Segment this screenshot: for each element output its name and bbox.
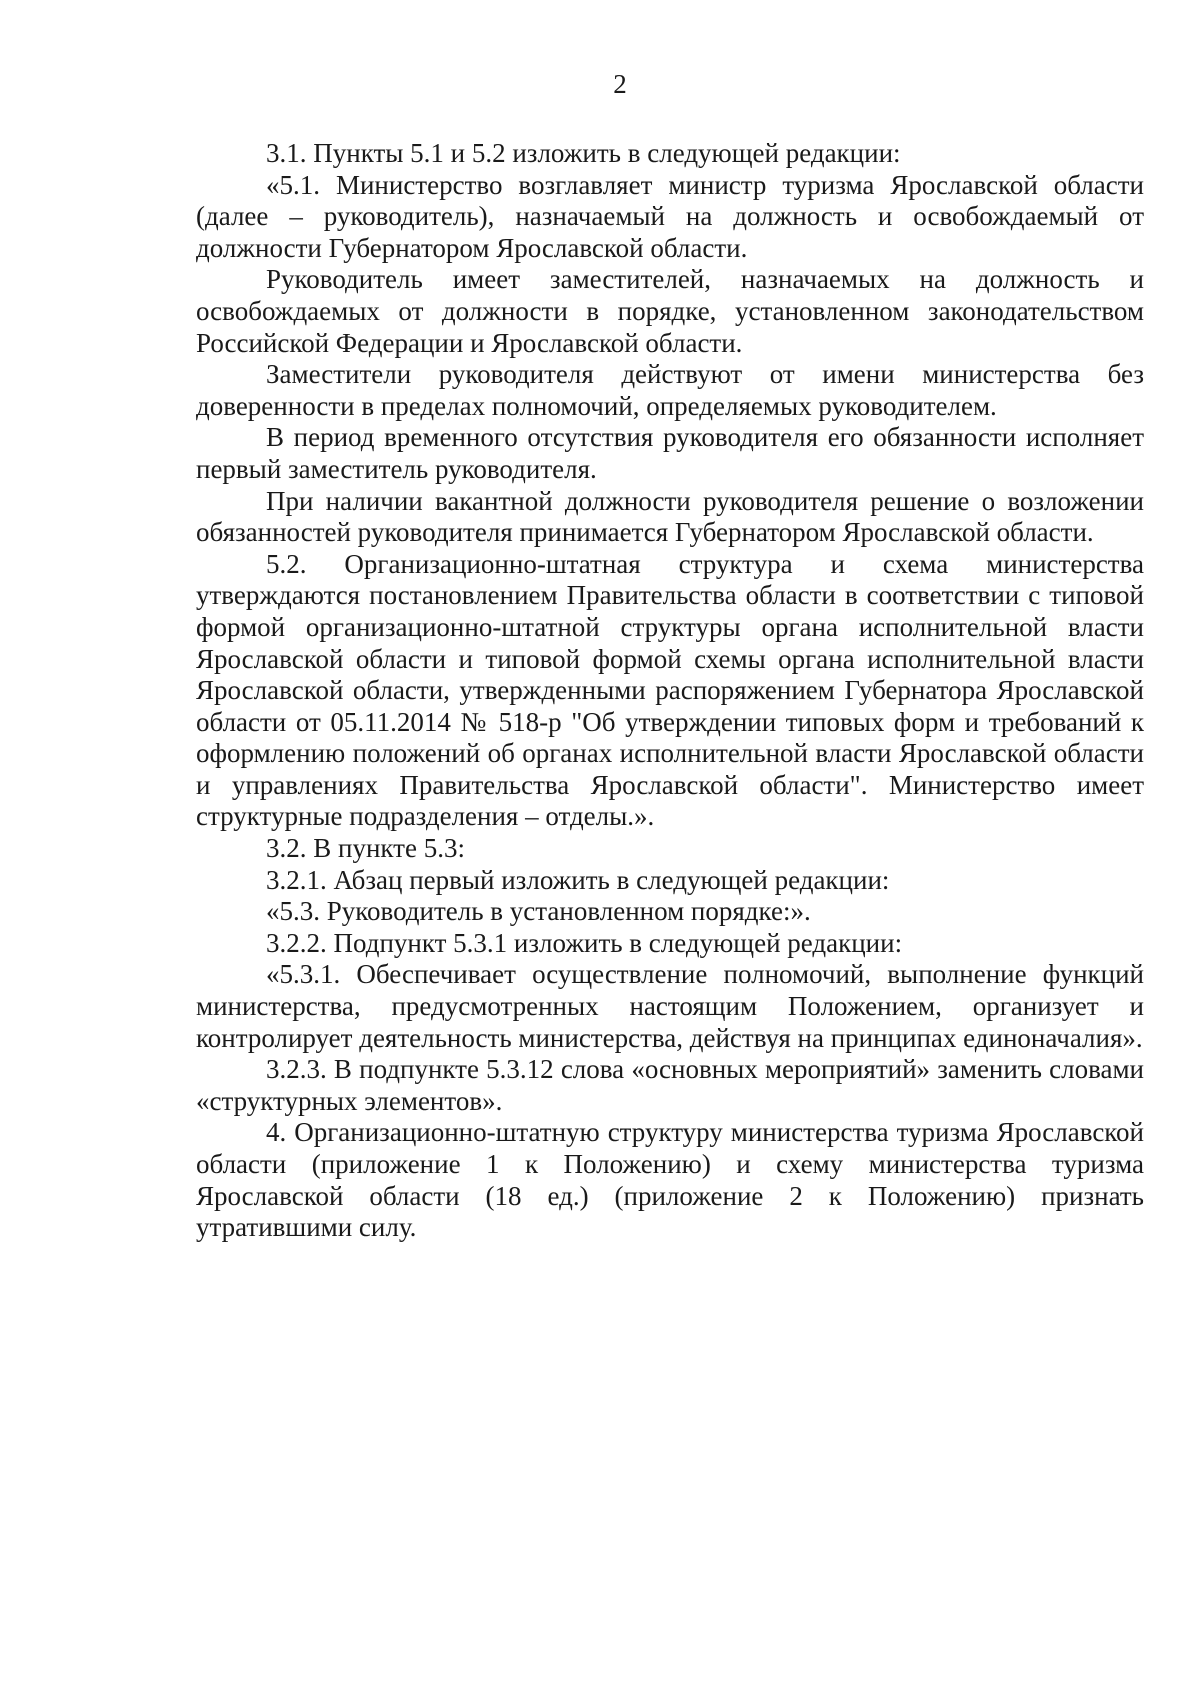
paragraph-5-3-1: «5.3.1. Обеспечивает осуществление полномочий, выполнение функций министерства, предусмотренных настоящим Положением, организует и контролирует деятельность министерства, действуя на принципах единоначалия». [196, 959, 1144, 1053]
page-number: 2 [613, 69, 627, 99]
paragraph-deputies: Руководитель имеет заместителей, назначаемых на должность и освобождаемых от должности в порядке, установленном законодательством Российской Федерации и Ярославской области. [196, 264, 1144, 358]
paragraph-3-2-2: 3.2.2. Подпункт 5.3.1 изложить в следующей редакции: [266, 927, 903, 958]
paragraph-5-3: «5.3. Руководитель в установленном порядке:». [266, 896, 811, 927]
paragraph-4: 4. Организационно-штатную структуру министерства туризма Ярославской области (приложение 1 к Положению) и схему министерства туризма Ярославской области (18 ед.) (приложение 2 к Положению) признать утратившими силу. [196, 1117, 1144, 1243]
paragraph-temporary-absence: В период временного отсутствия руководителя его обязанности исполняет первый заместитель руководителя. [196, 422, 1144, 484]
paragraph-3-2-3: 3.2.3. В подпункте 5.3.12 слова «основных мероприятий» заменить словами «структурных элементов». [196, 1054, 1144, 1116]
paragraph-3-2-1: 3.2.1. Абзац первый изложить в следующей редакции: [266, 864, 890, 895]
paragraph-5-1: «5.1. Министерство возглавляет министр туризма Ярославской области (далее – руководитель), назначаемый на должность и освобождаемый от должности Губернатором Ярославской области. [196, 169, 1144, 263]
paragraph-5-2: 5.2. Организационно-штатная структура и схема министерства утверждаются постановлением Правительства области в соответствии с типовой формой организационно-штатной структуры органа исполнительной власти Ярославской области и типовой формой схемы органа исполнительной власти Ярославской области, утвержденными распоряжением Губернатора Ярославской области от 05.11.2014 № 518-р "Об утверждении типовых форм и требований к оформлению положений об органах исполнительной власти Ярославской области и управлениях Правительства Ярославской области". Министерство имеет структурные подразделения – отделы.». [196, 548, 1144, 832]
paragraph-vacancy: При наличии вакантной должности руководителя решение о возложении обязанностей руководителя принимается Губернатором Ярославской области. [196, 485, 1144, 548]
paragraph-3-1: 3.1. Пункты 5.1 и 5.2 изложить в следующей редакции: [266, 138, 901, 168]
paragraph-deputies-authority: Заместители руководителя действуют от имени министерства без доверенности в пределах полномочий, определяемых руководителем. [196, 359, 1144, 421]
document-body [196, 138, 1144, 1244]
paragraph-3-2: 3.2. В пункте 5.3: [266, 833, 465, 864]
